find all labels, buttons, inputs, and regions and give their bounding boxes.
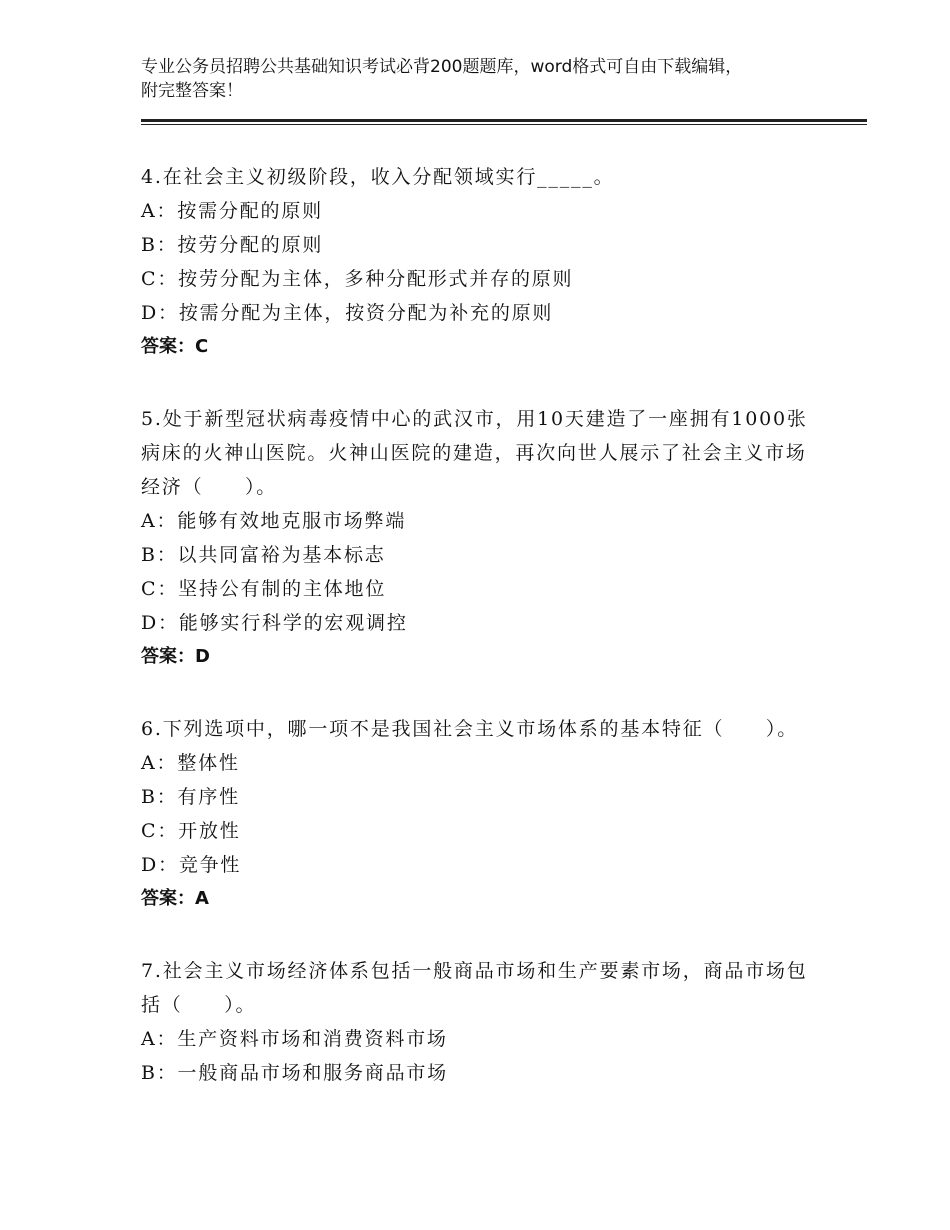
option-b: B：有序性: [141, 786, 240, 808]
header-line-2: 附完整答案！: [141, 81, 243, 101]
option-b: B：以共同富裕为基本标志: [141, 544, 386, 566]
question-stem: 5.处于新型冠状病毒疫情中心的武汉市，用10天建造了一座拥有1000张病床的火神山医院。火神山医院的建造，再次向世人展示了社会主义市场经济（ ）。: [141, 408, 808, 498]
question-5: [141, 402, 821, 674]
question-4: [141, 160, 821, 364]
question-list: [141, 160, 821, 1128]
option-b: B：一般商品市场和服务商品市场: [141, 1062, 448, 1084]
question-stem: 4.在社会主义初级阶段，收入分配领域实行_____。: [141, 166, 615, 188]
question-6: [141, 712, 821, 916]
question-stem: 6.下列选项中，哪一项不是我国社会主义市场体系的基本特征（ ）。: [141, 718, 799, 740]
option-d: D：按需分配为主体，按资分配为补充的原则: [141, 302, 554, 324]
option-c: C：按劳分配为主体，多种分配形式并存的原则: [141, 268, 574, 290]
answer-label: 答案：D: [141, 646, 210, 667]
question-7: [141, 954, 821, 1090]
option-d: D：能够实行科学的宏观调控: [141, 612, 408, 634]
option-c: C：坚持公有制的主体地位: [141, 578, 387, 600]
question-stem: 7.社会主义市场经济体系包括一般商品市场和生产要素市场，商品市场包括（ ）。: [141, 960, 808, 1016]
option-c: C：开放性: [141, 820, 241, 842]
document-header: [141, 55, 841, 103]
option-a: A：生产资料市场和消费资料市场: [141, 1028, 448, 1050]
answer-label: 答案：C: [141, 336, 209, 357]
header-line-1: 专业公务员招聘公共基础知识考试必背200题题库，word格式可自由下载编辑，: [141, 57, 743, 77]
option-a: A：按需分配的原则: [141, 200, 323, 222]
header-rule-thick: [141, 119, 867, 122]
option-b: B：按劳分配的原则: [141, 234, 324, 256]
header-rule-thin: [141, 124, 867, 125]
option-a: A：整体性: [141, 752, 240, 774]
option-a: A：能够有效地克服市场弊端: [141, 510, 407, 532]
answer-label: 答案：A: [141, 888, 209, 909]
option-d: D：竞争性: [141, 854, 242, 876]
